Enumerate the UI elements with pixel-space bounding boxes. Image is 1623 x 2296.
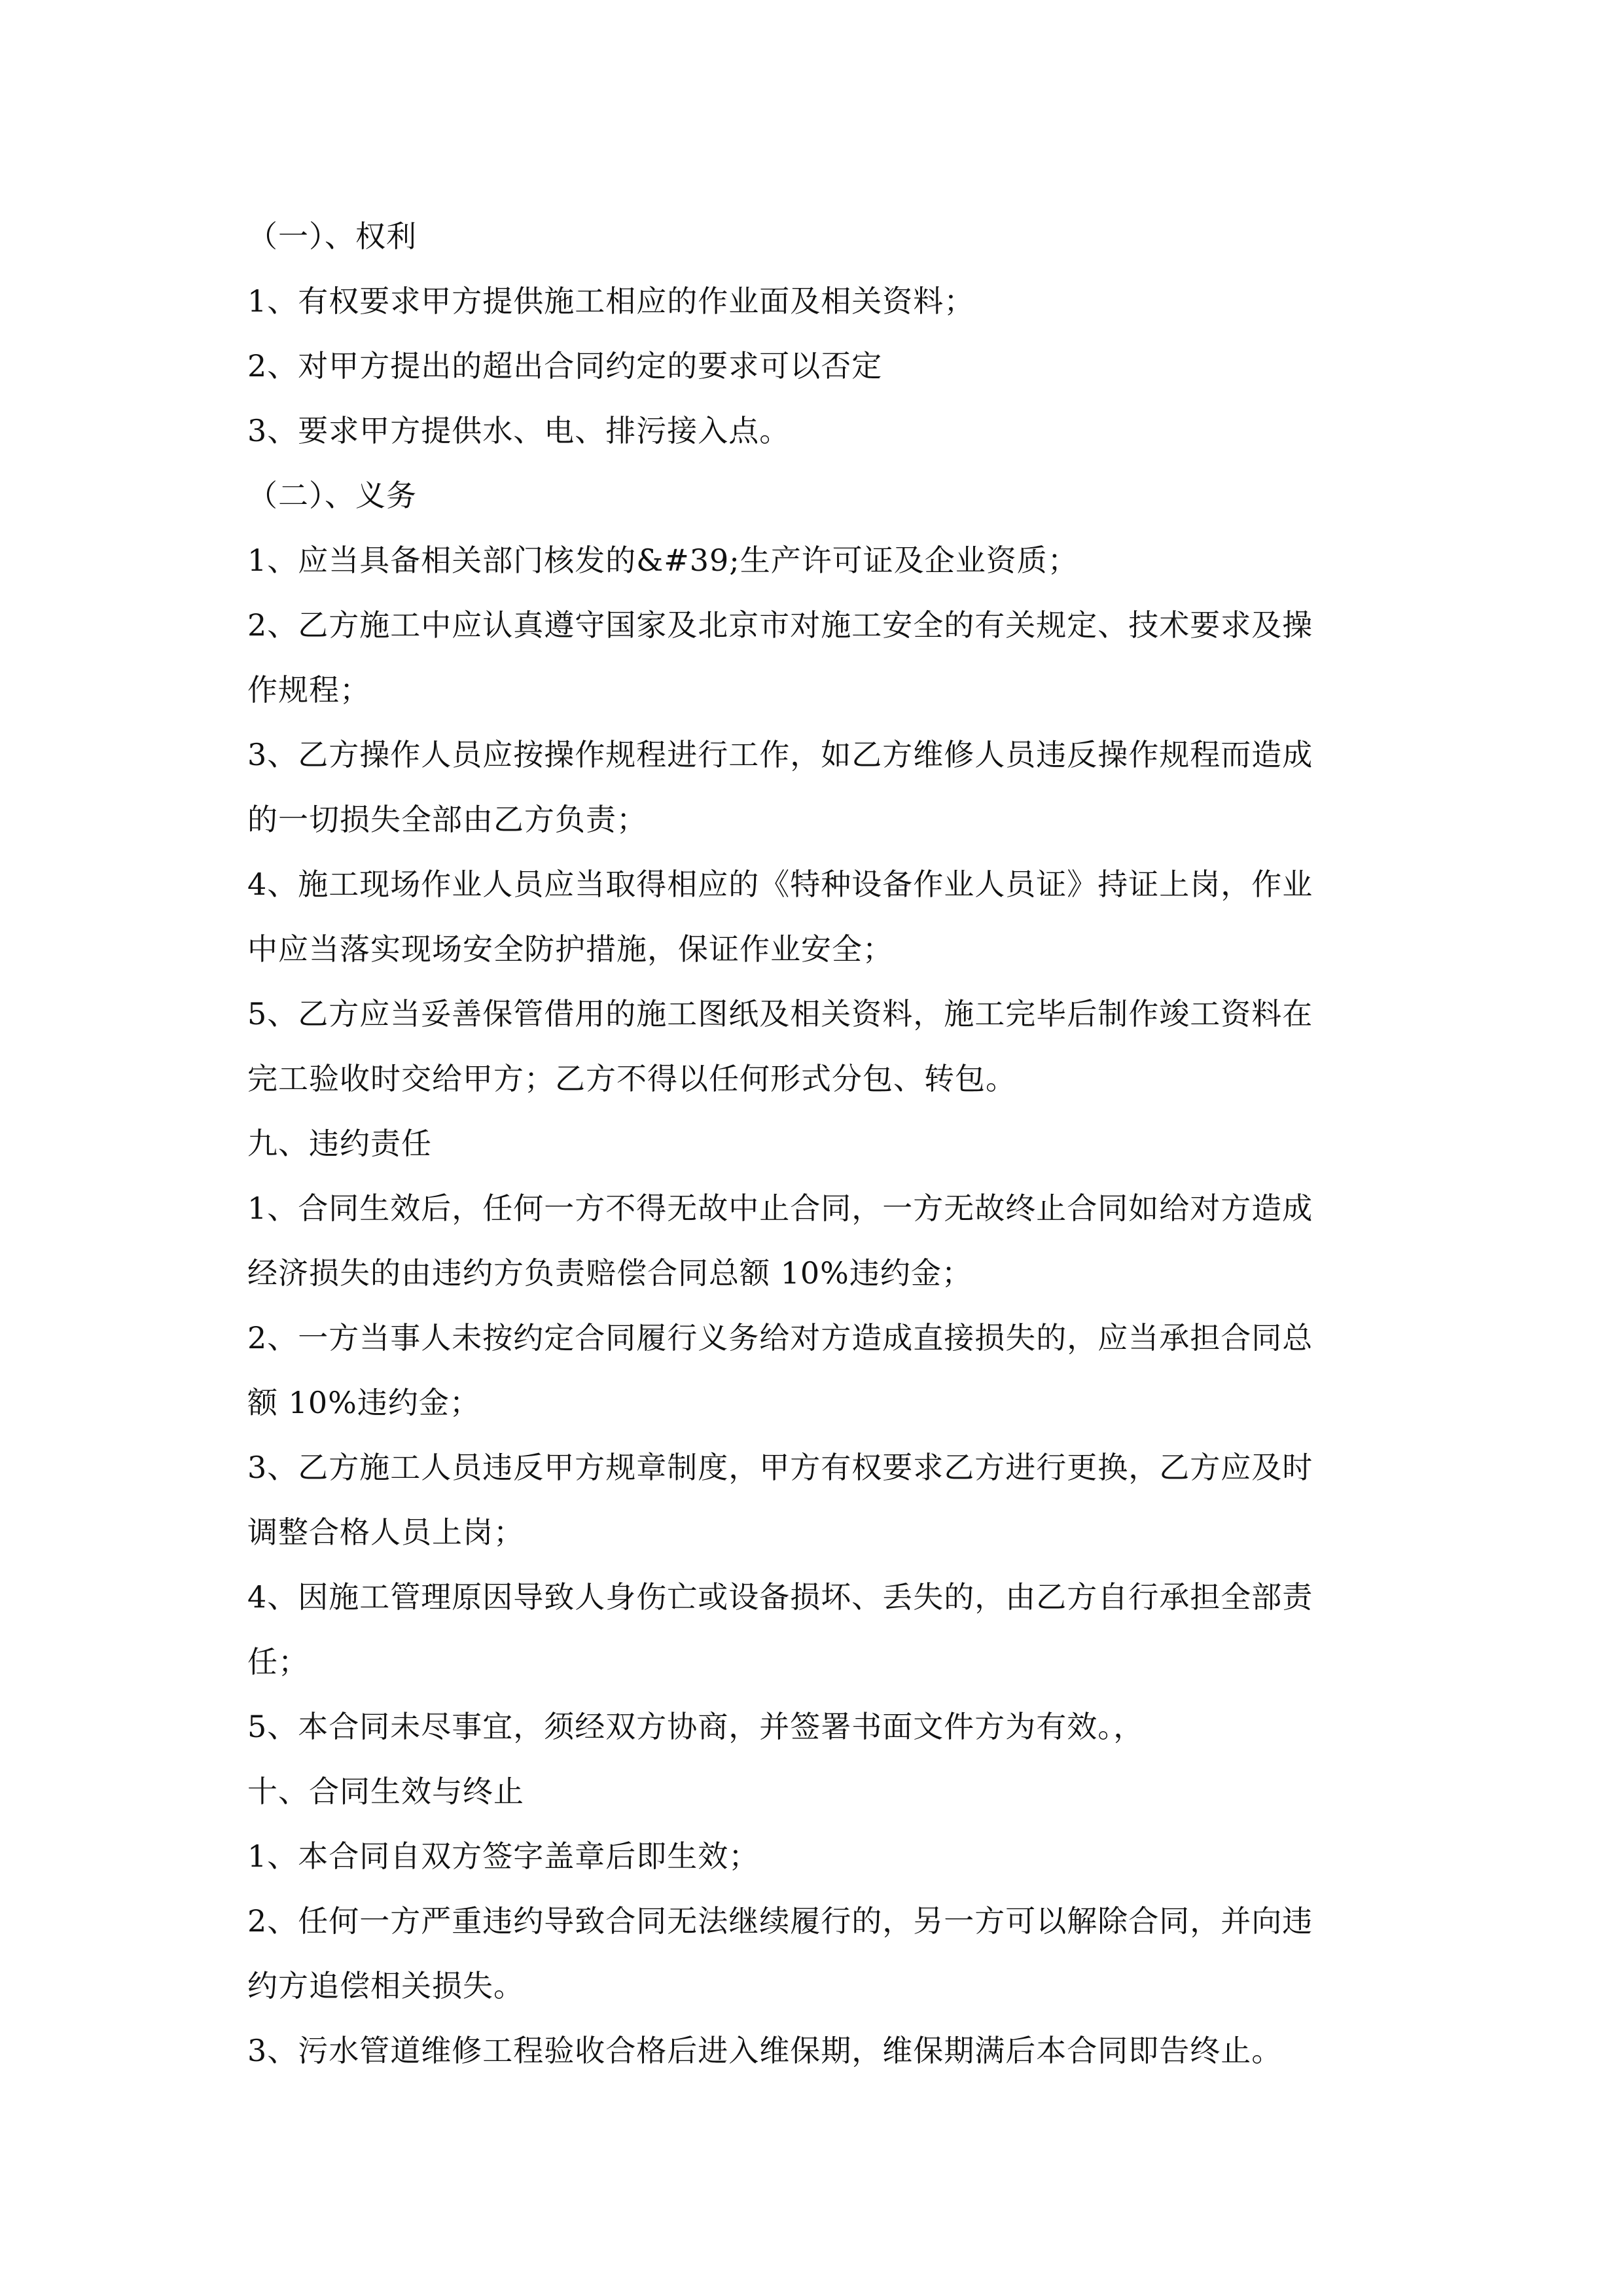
effect-item-2-line-2: 约方追偿相关损失。 (247, 1968, 524, 2003)
liability-item-4-line-1: 4、因施工管理原因导致人身伤亡或设备损坏、丢失的，由乙方自行承担全部责 (247, 1579, 1313, 1615)
liability-item-1-line-2: 经济损失的由违约方负责赔偿合同总额 10%违约金； (247, 1255, 972, 1291)
liability-item-3-line-1: 3、乙方施工人员违反甲方规章制度，甲方有权要求乙方进行更换，乙方应及时 (247, 1450, 1313, 1485)
liability-item-5: 5、本合同未尽事宜，须经双方协商，并签署书面文件方为有效。， (247, 1709, 1145, 1744)
obligations-item-4-line-2: 中应当落实现场安全防护措施，保证作业安全； (247, 931, 893, 967)
obligations-item-5-line-1: 5、乙方应当妥善保管借用的施工图纸及相关资料，施工完毕后制作竣工资料在 (247, 996, 1313, 1031)
obligations-item-3-line-1: 3、乙方操作人员应按操作规程进行工作，如乙方维修人员违反操作规程而造成 (247, 737, 1313, 772)
obligations-item-5-line-2: 完工验收时交给甲方；乙方不得以任何形式分包、转包。 (247, 1061, 1016, 1096)
effect-item-2-line-1: 2、任何一方严重违约导致合同无法继续履行的，另一方可以解除合同，并向违 (247, 1903, 1313, 1939)
obligations-item-1: 1、应当具备相关部门核发的&#39;生产许可证及企业资质； (247, 543, 1079, 578)
effect-item-1: 1、本合同自双方签字盖章后即生效； (247, 1839, 760, 1874)
liability-item-2-line-2: 额 10%违约金； (247, 1385, 480, 1420)
liability-item-4-line-2: 任； (247, 1644, 309, 1679)
rights-item-2: 2、对甲方提出的超出合同约定的要求可以否定 (247, 348, 883, 384)
section-heading-effect-termination: 十、合同生效与终止 (247, 1774, 524, 1809)
obligations-item-3-line-2: 的一切损失全部由乙方负责； (247, 802, 647, 837)
liability-item-2-line-1: 2、一方当事人未按约定合同履行义务给对方造成直接损失的，应当承担合同总 (247, 1320, 1313, 1355)
rights-item-3: 3、要求甲方提供水、电、排污接入点。 (247, 413, 791, 448)
section-heading-rights: （一）、权利 (247, 219, 417, 254)
obligations-item-4-line-1: 4、施工现场作业人员应当取得相应的《特种设备作业人员证》持证上岗，作业 (247, 867, 1313, 902)
document-body (247, 204, 1386, 2083)
section-heading-obligations: （二）、义务 (247, 478, 417, 513)
effect-item-3: 3、污水管道维修工程验收合格后进入维保期，维保期满后本合同即告终止。 (247, 2033, 1283, 2068)
obligations-item-2-line-2: 作规程； (247, 672, 370, 708)
liability-item-3-line-2: 调整合格人员上岗； (247, 1515, 524, 1550)
rights-item-1: 1、有权要求甲方提供施工相应的作业面及相关资料； (247, 283, 975, 319)
section-heading-liability: 九、违约责任 (247, 1126, 432, 1161)
obligations-item-2-line-1: 2、乙方施工中应认真遵守国家及北京市对施工安全的有关规定、技术要求及操 (247, 607, 1313, 643)
liability-item-1-line-1: 1、合同生效后，任何一方不得无故中止合同，一方无故终止合同如给对方造成 (247, 1191, 1313, 1226)
